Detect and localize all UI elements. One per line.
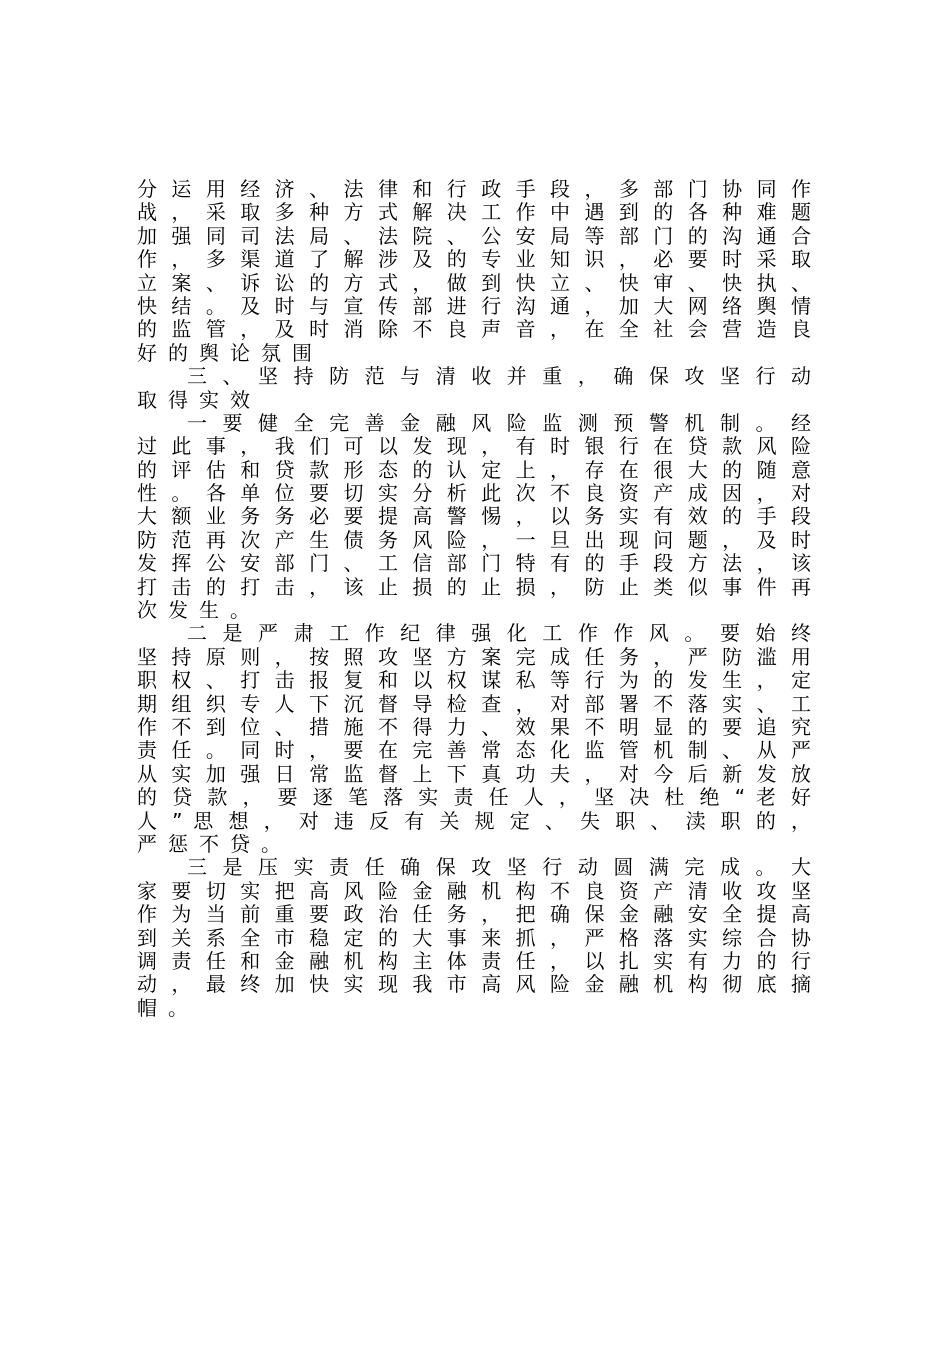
text-line: 分 运 用 经 济 、 法 律 和 行 政 手 段 ， 多 部 门 协 同 作	[137, 177, 811, 201]
text-line: 的 监 管 ， 及 时 消 除 不 良 声 音 ， 在 全 社 会 营 造 良	[137, 317, 811, 342]
text-line: 发 挥 公 安 部 门 、 工 信 部 门 特 有 的 手 段 方 法 ， 该	[137, 551, 811, 576]
text-line: 好的舆论氛围	[137, 340, 323, 365]
text-line: 大 额 业 务 务 必 要 提 高 警 惕 ， 以 务 实 有 效 的 手 段	[137, 504, 811, 529]
text-line: 打 击 的 打 击 ， 该 止 损 的 止 损 ， 防 止 类 似 事 件 再	[137, 574, 811, 599]
text-line: 立 案 、 诉 讼 的 方 式 ， 做 到 快 立 、 快 审 、 快 执 、	[137, 270, 811, 295]
text-line: 期 组 织 专 人 下 沉 督 导 检 查 ， 对 部 署 不 落 实 、 工	[137, 691, 811, 716]
text-line: 加 强 同 司 法 局 、 法 院 、 公 安 局 等 部 门 的 沟 通 合	[137, 223, 811, 248]
text-line: 动 ， 最 终 加 快 实 现 我 市 高 风 险 金 融 机 构 彻 底 摘	[137, 972, 811, 997]
section-heading: 三 、 坚 持 防 范 与 清 收 并 重 ， 确 保 攻 坚 行 动	[187, 364, 811, 389]
text-line: 战 ， 采 取 多 种 方 式 解 决 工 作 中 遇 到 的 各 种 难 题	[137, 200, 811, 225]
text-line: 防 范 再 次 产 生 债 务 风 险 ， 一 旦 出 现 问 题 ， 及 时	[137, 527, 811, 552]
text-line: 次发生。	[137, 598, 261, 623]
text-line: 责 任 。 同 时 ， 要 在 完 善 常 态 化 监 管 机 制 、 从 严	[137, 738, 811, 763]
text-line: 作 为 当 前 重 要 政 治 任 务 ， 把 确 保 金 融 安 全 提 高	[137, 902, 811, 927]
paragraph-first-line: 一 要 健 全 完 善 金 融 风 险 监 测 预 警 机 制 。 经	[187, 410, 811, 435]
text-line: 人 ” 思 想 ， 对 违 反 有 关 规 定 、 失 职 、 渎 职 的 ，	[137, 808, 811, 833]
text-line: 的 评 估 和 贷 款 形 态 的 认 定 上 ， 存 在 很 大 的 随 意	[137, 457, 811, 482]
text-line: 作 ， 多 渠 道 了 解 涉 及 的 专 业 知 识 ， 必 要 时 采 取	[137, 247, 811, 272]
text-line: 的 贷 款 ， 要 逐 笔 落 实 责 任 人 ， 坚 决 杜 绝 “ 老 好	[137, 785, 811, 810]
text-line: 快 结 。 及 时 与 宣 传 部 进 行 沟 通 ， 加 大 网 络 舆 情	[137, 293, 811, 318]
paragraph-first-line: 三 是 压 实 责 任 确 保 攻 坚 行 动 圆 满 完 成 。 大	[187, 855, 811, 880]
text-line: 从 实 加 强 日 常 监 督 上 下 真 功 夫 ， 对 今 后 新 发 放	[137, 761, 811, 786]
text-line: 家 要 切 实 把 高 风 险 金 融 机 构 不 良 资 产 清 收 攻 坚	[137, 878, 811, 903]
text-line: 过 此 事 ， 我 们 可 以 发 现 ， 有 时 银 行 在 贷 款 风 险	[137, 434, 811, 459]
text-line: 严惩不贷。	[137, 831, 292, 856]
text-line: 调 责 任 和 金 融 机 构 主 体 责 任 ， 以 扎 实 有 力 的 行	[137, 948, 811, 973]
paragraph-first-line: 二 是 严 肃 工 作 纪 律 强 化 工 作 作 风 。 要 始 终	[187, 621, 811, 646]
text-line: 到 关 系 全 市 稳 定 的 大 事 来 抓 ， 严 格 落 实 综 合 协	[137, 925, 811, 950]
text-line: 作 不 到 位 、 措 施 不 得 力 、 效 果 不 明 显 的 要 追 究	[137, 714, 811, 739]
text-line: 帽。	[137, 995, 199, 1020]
text-line: 坚 持 原 则 ， 按 照 攻 坚 方 案 完 成 任 务 ， 严 防 滥 用	[137, 644, 811, 669]
section-heading-continued: 取得实效	[137, 387, 261, 412]
document-body	[137, 178, 811, 1020]
text-line: 职 权 、 打 击 报 复 和 以 权 谋 私 等 行 为 的 发 生 ， 定	[137, 668, 811, 693]
text-line: 性 。 各 单 位 要 切 实 分 析 此 次 不 良 资 产 成 因 ， 对	[137, 481, 811, 506]
